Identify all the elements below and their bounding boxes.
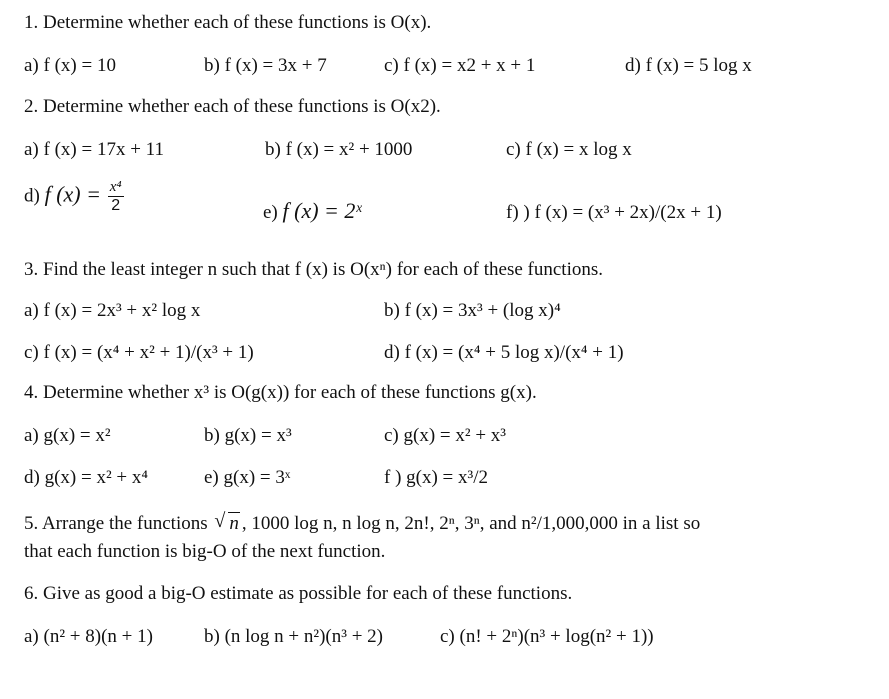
q4-item-a: a) g(x) = x² — [24, 425, 111, 446]
q2-item-b: b) f (x) = x² + 1000 — [265, 139, 413, 160]
q2-item-a: a) f (x) = 17x + 11 — [24, 139, 164, 160]
sqrt-argument: n — [229, 513, 239, 534]
q1-item-d: d) f (x) = 5 log x — [625, 55, 752, 76]
q4-item-e: e) g(x) = 3ˣ — [204, 467, 291, 488]
q6-item-c: c) (n! + 2ⁿ)(n³ + log(n² + 1)) — [440, 626, 654, 647]
q2-item-d-label: d) — [24, 185, 40, 207]
q5-prefix: 5. Arrange the functions — [24, 513, 208, 534]
q3-item-c: c) f (x) = (x⁴ + x² + 1)/(x³ + 1) — [24, 342, 254, 363]
q2-item-d-function: f (x) = — [44, 181, 101, 207]
q2-item-d-fraction — [108, 180, 124, 214]
q4-item-d: d) g(x) = x² + x⁴ — [24, 467, 148, 488]
q6-title: 6. Give as good a big-O estimate as possible for each of these functions. — [24, 583, 573, 604]
fraction-denominator: 2 — [111, 197, 121, 214]
q3-item-a: a) f (x) = 2x³ + x² log x — [24, 300, 201, 321]
q5-line1 — [24, 510, 701, 534]
q1-item-b: b) f (x) = 3x + 7 — [204, 55, 327, 76]
q6-item-b: b) (n log n + n²)(n³ + 2) — [204, 626, 383, 647]
q2-item-e-function: f (x) = 2ˣ — [282, 198, 362, 223]
q4-item-b: b) g(x) = x³ — [204, 425, 292, 446]
q1-item-c: c) f (x) = x2 + x + 1 — [384, 55, 536, 76]
q4-item-c: c) g(x) = x² + x³ — [384, 425, 506, 446]
q2-item-e-label: e) — [263, 202, 278, 223]
q3-item-b: b) f (x) = 3x³ + (log x)⁴ — [384, 300, 561, 321]
q2-item-f: f) ) f (x) = (x³ + 2x)/(2x + 1) — [506, 202, 722, 223]
q5-suffix: , 1000 log n, n log n, 2n!, 2ⁿ, 3ⁿ, and n²/1,000,000 in a list so — [241, 513, 701, 534]
q3-item-d: d) f (x) = (x⁴ + 5 log x)/(x⁴ + 1) — [384, 342, 624, 363]
q2-item-c: c) f (x) = x log x — [506, 139, 632, 160]
sqrt-expression — [214, 510, 240, 534]
q1-title: 1. Determine whether each of these functions is O(x). — [24, 12, 432, 33]
q2-item-d — [24, 180, 124, 214]
q4-title: 4. Determine whether x³ is O(g(x)) for each of these functions g(x). — [24, 382, 537, 403]
q5-line2: that each function is big-O of the next function. — [24, 541, 386, 562]
fraction-numerator: x⁴ — [109, 179, 122, 195]
sqrt-radical-icon: √ — [214, 510, 226, 532]
q4-item-f: f ) g(x) = x³/2 — [384, 467, 488, 488]
q1-item-a: a) f (x) = 10 — [24, 55, 116, 76]
q2-item-e — [263, 200, 362, 222]
q3-title: 3. Find the least integer n such that f (x) is O(xⁿ) for each of these functions. — [24, 259, 603, 280]
q2-title: 2. Determine whether each of these functions is O(x2). — [24, 96, 441, 117]
q6-item-a: a) (n² + 8)(n + 1) — [24, 626, 153, 647]
